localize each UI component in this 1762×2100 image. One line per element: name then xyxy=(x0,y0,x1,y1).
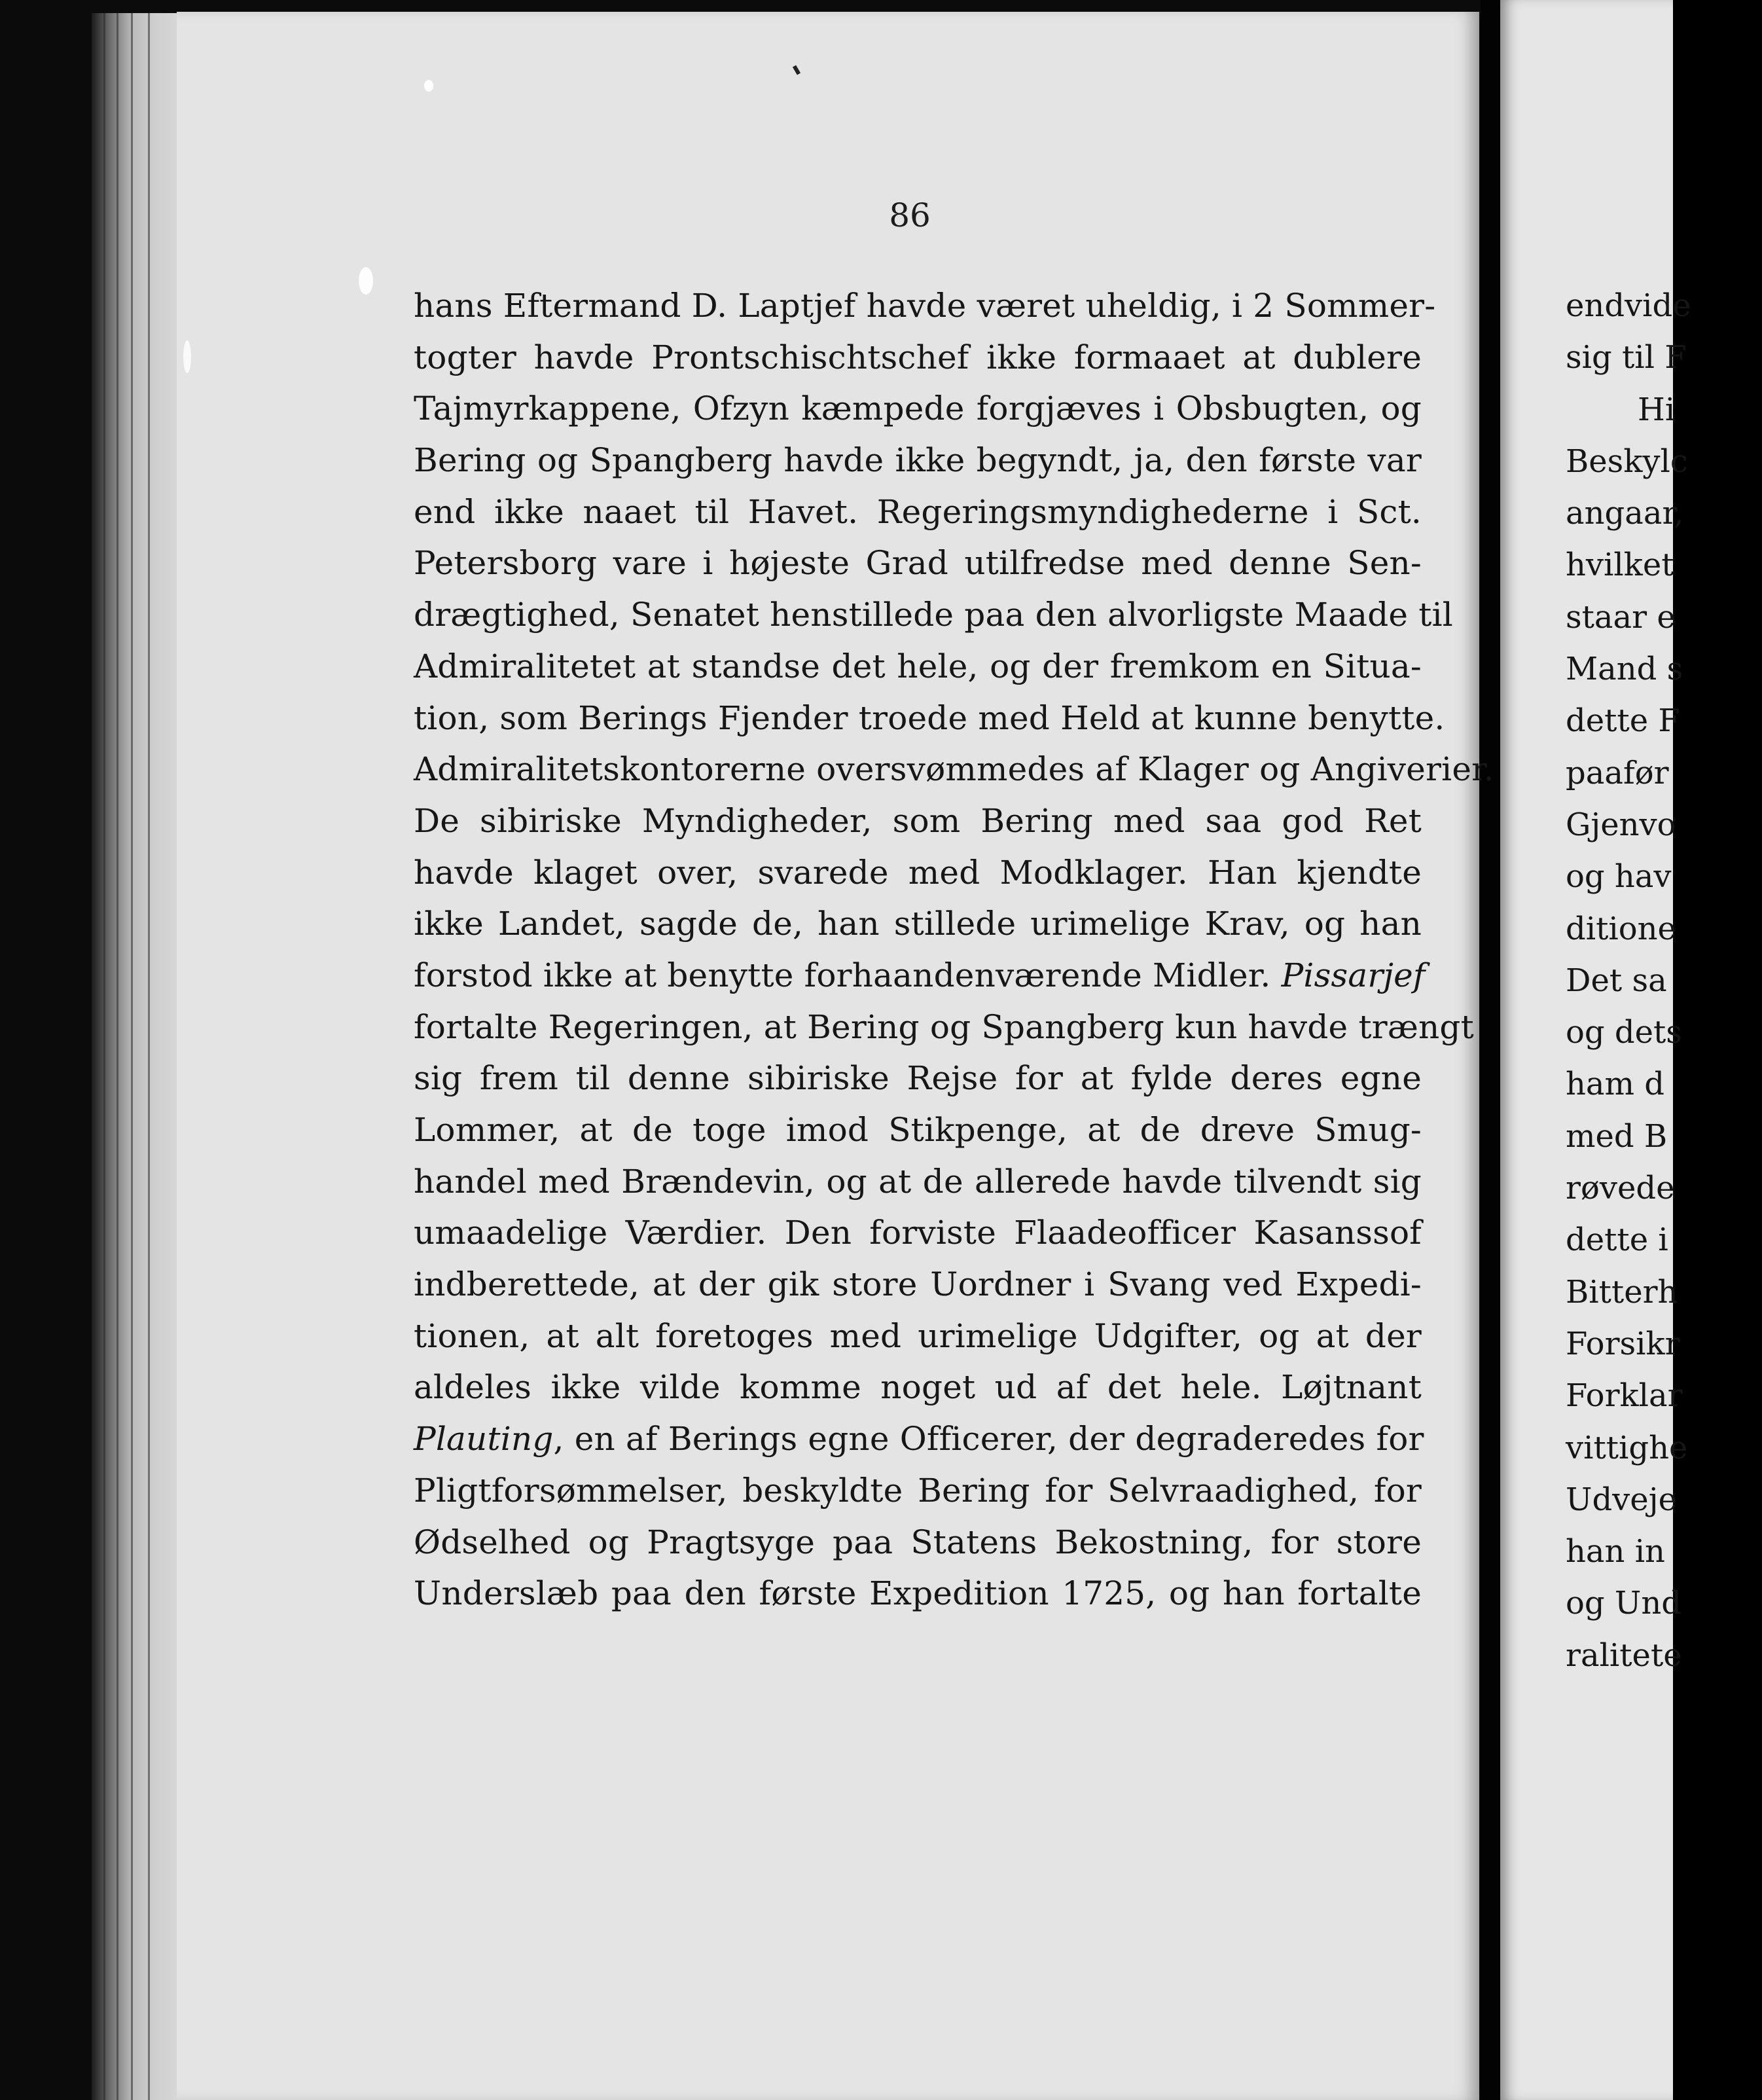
text-segment: Admiralitetet at standse det hele, og der fremkom en Situa- xyxy=(414,647,1422,685)
text-segment: , en af Berings egne Officerer, der degraderedes for xyxy=(553,1420,1424,1458)
text-segment: togter havde Prontschischtschef ikke formaaet at dublere xyxy=(414,338,1422,376)
text-segment: Petersborg vare i højeste Grad utilfredse med denne Sen- xyxy=(414,544,1422,583)
text-line xyxy=(414,1517,1422,1568)
right-text-line: dette F xyxy=(1566,702,1680,740)
dust-speck xyxy=(183,340,191,373)
right-text-line: staar e xyxy=(1566,598,1676,636)
right-text-line: og hav xyxy=(1566,858,1672,896)
page-gutter xyxy=(1481,0,1500,2100)
text-line xyxy=(414,1568,1422,1620)
right-text-line: paafør xyxy=(1566,754,1669,791)
text-line xyxy=(414,383,1422,435)
text-line xyxy=(414,641,1422,693)
right-text-line: endvide xyxy=(1566,287,1691,324)
text-line xyxy=(414,486,1422,538)
text-line xyxy=(414,1104,1422,1156)
right-text-line: med B xyxy=(1566,1117,1668,1155)
right-text-line: og dets xyxy=(1566,1014,1682,1051)
text-segment: Pissarjef xyxy=(1281,956,1426,994)
right-text-line: hvilket xyxy=(1566,547,1674,584)
text-line xyxy=(414,1259,1422,1311)
right-text-line: angaar, xyxy=(1566,495,1684,532)
text-segment: Plauting xyxy=(414,1420,554,1458)
right-text-line: Bitterh xyxy=(1566,1273,1678,1311)
text-line xyxy=(414,1156,1422,1208)
text-segment: Tajmyrkappene, Ofzyn kæmpede forgjæves i Obsbugten, og xyxy=(414,389,1422,428)
right-text-line: Beskylc xyxy=(1566,443,1688,480)
text-segment: fortalte Regeringen, at Bering og Spangberg kun havde trængt xyxy=(414,1007,1474,1046)
text-segment: aldeles ikke vilde komme noget ud af det hele. Løjtnant xyxy=(414,1368,1422,1407)
text-segment: havde klaget over, svarede med Modklager. Han kjendte xyxy=(414,853,1422,892)
right-text-line: Hi xyxy=(1638,391,1676,428)
text-line xyxy=(414,1053,1422,1104)
text-line xyxy=(414,950,1426,1002)
text-line xyxy=(414,537,1422,589)
right-text-line: Udveje xyxy=(1566,1481,1677,1518)
right-text-line: og Und xyxy=(1566,1585,1681,1622)
body-text xyxy=(414,280,1494,1620)
page-edges-binding xyxy=(92,13,183,2100)
text-line xyxy=(414,795,1422,847)
text-line xyxy=(414,435,1422,486)
right-text-line: ditione xyxy=(1566,910,1676,947)
text-segment: De sibiriske Myndigheder, som Bering med saa god Ret xyxy=(414,801,1422,840)
right-text-line: røvede xyxy=(1566,1170,1675,1207)
text-line xyxy=(414,589,1453,641)
text-segment: sig frem til denne sibiriske Rejse for at fylde deres egne xyxy=(414,1059,1422,1098)
right-text-line: Gjenvo xyxy=(1566,806,1676,843)
right-text-line: Forklar xyxy=(1566,1377,1683,1415)
text-segment: Underslæb paa den første Expedition 1725, og han fortalte xyxy=(414,1574,1422,1613)
text-segment: Pligtforsømmelser, beskyldte Bering for Selvraadighed, for xyxy=(414,1471,1422,1510)
text-segment: umaadelige Værdier. Den forviste Flaadeofficer Kasanssof xyxy=(414,1214,1422,1252)
text-line xyxy=(414,1413,1422,1465)
text-line xyxy=(414,332,1422,384)
text-segment: Admiralitetskontorerne oversvømmedes af Klager og Angiverier. xyxy=(414,750,1494,789)
text-segment: end ikke naaet til Havet. Regeringsmyndighederne i Sct. xyxy=(414,492,1422,531)
right-text-line: sig til F xyxy=(1566,339,1687,376)
right-text-line: Forsikr xyxy=(1566,1325,1680,1362)
right-text-line: han in xyxy=(1566,1533,1665,1570)
right-text-line: Det sa xyxy=(1566,962,1667,999)
text-segment: Ødselhed og Pragtsyge paa Statens Bekostning, for store xyxy=(414,1523,1422,1561)
text-line xyxy=(414,898,1422,950)
text-segment: hans Eftermand D. Laptjef havde været uheldig, i 2 Sommer- xyxy=(414,287,1436,325)
text-segment: forstod ikke at benytte forhaandenværende Midler. xyxy=(414,956,1282,994)
text-line xyxy=(414,1362,1422,1413)
right-text-line: dette i xyxy=(1566,1222,1668,1259)
text-line xyxy=(414,1207,1422,1259)
text-segment: tionen, at alt foretoges med urimelige Udgifter, og at der xyxy=(414,1316,1422,1355)
right-text-line: Mand s xyxy=(1566,651,1683,688)
text-segment: Lommer, at de toge imod Stikpenge, at de dreve Smug- xyxy=(414,1111,1422,1149)
text-line xyxy=(414,1002,1474,1053)
text-segment: drægtighed, Senatet henstillede paa den alvorligste Maade til xyxy=(414,596,1453,634)
right-page-text-fragment xyxy=(1566,280,1762,1682)
text-segment: Bering og Spangberg havde ikke begyndt, ja, den første var xyxy=(414,441,1422,480)
right-text-line: vittighe xyxy=(1566,1429,1688,1466)
text-line xyxy=(414,847,1422,899)
text-segment: handel med Brændevin, og at de allerede havde tilvendt sig xyxy=(414,1162,1422,1201)
text-line xyxy=(414,1311,1422,1362)
dust-speck xyxy=(424,80,433,92)
right-text-line: ralitete xyxy=(1566,1637,1682,1674)
text-segment: indberettede, at der gik store Uordner i Svang ved Expedi- xyxy=(414,1265,1422,1304)
text-line xyxy=(414,1465,1422,1517)
page-number: 86 xyxy=(889,196,931,234)
text-line xyxy=(414,280,1436,332)
text-segment: ikke Landet, sagde de, han stillede urimelige Krav, og han xyxy=(414,905,1422,943)
text-line xyxy=(414,693,1445,744)
right-text-line: ham d xyxy=(1566,1066,1665,1103)
text-segment: tion, som Berings Fjender troede med Held at kunne benytte. xyxy=(414,698,1445,737)
text-line xyxy=(414,744,1494,795)
dust-speck xyxy=(359,267,373,295)
